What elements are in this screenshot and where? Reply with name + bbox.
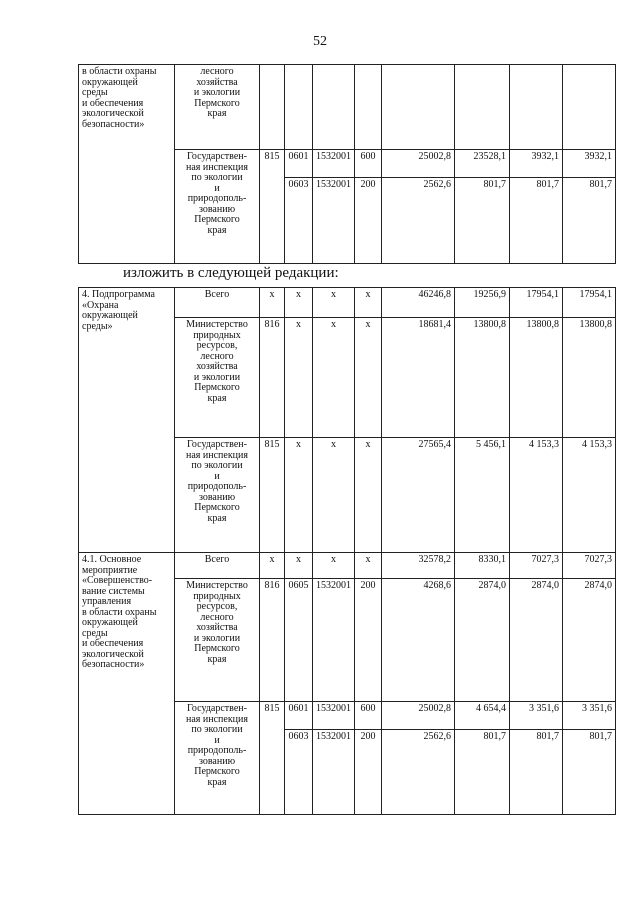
csr-cell: х	[313, 438, 355, 553]
code-cell: х	[260, 553, 285, 579]
value-cell: 13800,8	[455, 318, 510, 438]
value-cell: 8330,1	[455, 553, 510, 579]
budget-table-new-edition	[78, 287, 616, 815]
value-cell: 46246,8	[382, 288, 455, 318]
vr-cell: 200	[355, 579, 382, 702]
rz-cell: 0603	[285, 730, 313, 815]
budget-table-continuation	[78, 64, 616, 264]
org-text: Государствен- ная инспекция по экологии и природополь- зованию Пермского края	[186, 703, 248, 788]
csr-cell: х	[313, 318, 355, 438]
value-cell: 25002,8	[382, 702, 455, 730]
value-cell: 801,7	[455, 178, 510, 264]
code-cell: 815	[260, 438, 285, 553]
org-cell	[175, 150, 260, 264]
value-cell: 4 153,3	[510, 438, 563, 553]
value-cell: 7027,3	[510, 553, 563, 579]
rz-cell: х	[285, 553, 313, 579]
table-row	[79, 65, 616, 150]
value-cell: 17954,1	[510, 288, 563, 318]
value-cell: 32578,2	[382, 553, 455, 579]
value-cell: 3932,1	[563, 150, 616, 178]
org-cell	[175, 702, 260, 815]
rz-cell: 0603	[285, 178, 313, 264]
value-cell: 801,7	[510, 178, 563, 264]
table-row	[79, 553, 616, 579]
vr-cell: х	[355, 438, 382, 553]
value-cell: 801,7	[563, 178, 616, 264]
value-cell: 17954,1	[563, 288, 616, 318]
org-text: Государствен- ная инспекция по экологии и природополь- зованию Пермского края	[186, 439, 248, 524]
rz-cell: х	[285, 318, 313, 438]
code-cell: х	[260, 288, 285, 318]
value-cell: 3 351,6	[563, 702, 616, 730]
rz-cell: 0605	[285, 579, 313, 702]
value-cell: 4268,6	[382, 579, 455, 702]
code-cell: 816	[260, 579, 285, 702]
code-cell: 816	[260, 318, 285, 438]
vr-cell: х	[355, 318, 382, 438]
org-cell: Всего	[175, 288, 260, 318]
csr-cell: х	[313, 553, 355, 579]
value-cell: 4 153,3	[563, 438, 616, 553]
csr-cell: 1532001	[313, 150, 355, 178]
value-cell: 2562,6	[382, 178, 455, 264]
rz-cell: х	[285, 288, 313, 318]
rz-cell: 0601	[285, 150, 313, 178]
csr-cell: х	[313, 288, 355, 318]
value-cell: 801,7	[455, 730, 510, 815]
row-label	[79, 288, 175, 553]
value-cell: 801,7	[563, 730, 616, 815]
value-cell: 2874,0	[510, 579, 563, 702]
instruction-text: изложить в следующей редакции:	[123, 265, 339, 281]
value-cell: 2874,0	[455, 579, 510, 702]
value-cell: 4 654,4	[455, 702, 510, 730]
value-cell: 2562,6	[382, 730, 455, 815]
vr-cell: 200	[355, 178, 382, 264]
org-text: Министерство природных ресурсов, лесного хозяйства и экологии Пермского края	[186, 580, 248, 665]
value-cell: 2874,0	[563, 579, 616, 702]
csr-cell: 1532001	[313, 702, 355, 730]
value-cell: 13800,8	[563, 318, 616, 438]
value-cell: 801,7	[510, 730, 563, 815]
page-number: 52	[313, 34, 327, 49]
vr-cell: х	[355, 553, 382, 579]
row-label-text: в области охраны окружающей среды и обеспечения экологической безопасности»	[82, 66, 157, 130]
org-text: Государствен- ная инспекция по экологии и природополь- зованию Пермского края	[186, 151, 248, 236]
code-cell: 815	[260, 150, 285, 264]
org-text: лесного хозяйства и экологии Пермского края	[193, 66, 241, 119]
csr-cell: 1532001	[313, 178, 355, 264]
rz-cell: х	[285, 438, 313, 553]
value-cell: 27565,4	[382, 438, 455, 553]
org-cell	[175, 318, 260, 438]
code-cell: 815	[260, 702, 285, 815]
org-cell: Всего	[175, 553, 260, 579]
table-row	[79, 288, 616, 318]
row-label	[79, 65, 175, 264]
csr-cell: 1532001	[313, 730, 355, 815]
vr-cell: 200	[355, 730, 382, 815]
vr-cell: 600	[355, 702, 382, 730]
row-label-text: 4. Подпрограмма «Охрана окружающей среды»	[82, 289, 155, 332]
vr-cell: 600	[355, 150, 382, 178]
value-cell: 13800,8	[510, 318, 563, 438]
org-cell	[175, 438, 260, 553]
rz-cell: 0601	[285, 702, 313, 730]
value-cell: 7027,3	[563, 553, 616, 579]
value-cell: 18681,4	[382, 318, 455, 438]
org-cell	[175, 579, 260, 702]
value-cell: 3932,1	[510, 150, 563, 178]
row-label	[79, 553, 175, 815]
value-cell: 3 351,6	[510, 702, 563, 730]
value-cell: 23528,1	[455, 150, 510, 178]
row-label-text: 4.1. Основное мероприятие «Совершенство- вание системы управления в области охраны окружающей среды и обеспечения экологической безопасности»	[82, 554, 157, 670]
value-cell: 19256,9	[455, 288, 510, 318]
vr-cell: х	[355, 288, 382, 318]
org-text: Министерство природных ресурсов, лесного хозяйства и экологии Пермского края	[186, 319, 248, 404]
csr-cell: 1532001	[313, 579, 355, 702]
org-cell	[175, 65, 260, 150]
value-cell: 25002,8	[382, 150, 455, 178]
value-cell: 5 456,1	[455, 438, 510, 553]
